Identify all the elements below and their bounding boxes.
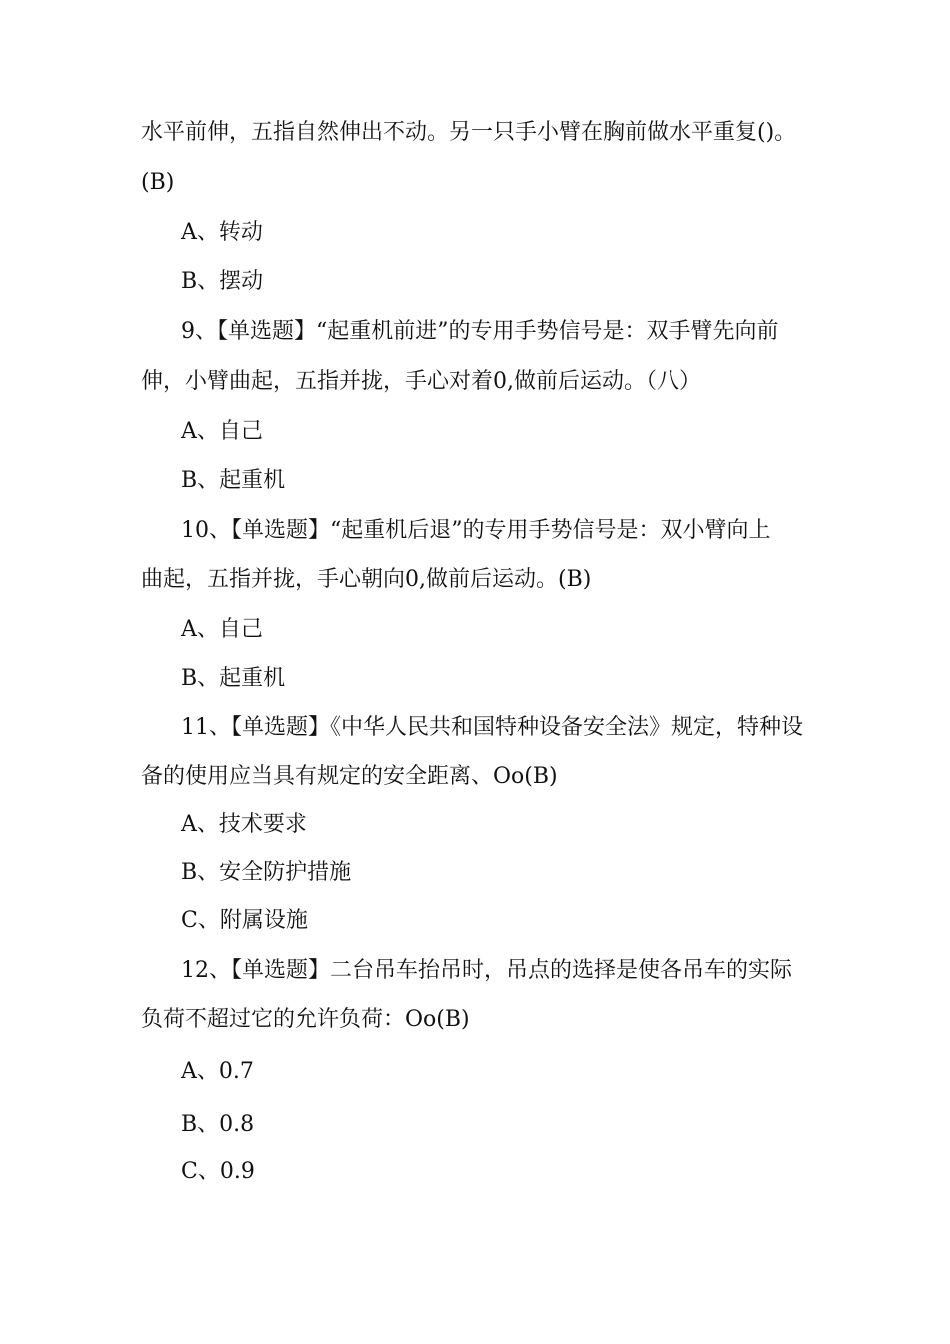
question-12-option-b: B、0.8: [181, 1112, 255, 1137]
question-10-text-line-2: 曲起，五指并拢，手心朝向0,做前后运动。(B): [141, 567, 592, 592]
question-9-text-line-2: 伸，小臂曲起，五指并拢，手心对着0,做前后运动。（八）: [141, 369, 701, 394]
question-11-option-a: A、技术要求: [181, 812, 307, 837]
question-10-option-a: A、自己: [181, 617, 263, 642]
question-10-option-b: B、起重机: [181, 666, 286, 691]
question-9-option-a: A、自己: [181, 419, 263, 444]
question-12-text-line-2: 负荷不超过它的允许负荷：Oo(B): [141, 1007, 470, 1032]
question-10-text-line-1: 10、【单选题】“起重机后退”的专用手势信号是：双小臂向上: [181, 518, 771, 543]
question-8-option-b: B、摆动: [181, 269, 264, 294]
question-11-text-line-2: 备的使用应当具有规定的安全距离、Oo(B): [141, 764, 558, 789]
question-11-option-b: B、安全防护措施: [181, 860, 352, 885]
question-8-option-a: A、转动: [181, 220, 263, 245]
question-12-option-c: C、0.9: [181, 1159, 255, 1184]
question-11-text-line-1: 11、【单选题】《中华人民共和国特种设备安全法》规定，特种设: [181, 715, 803, 740]
question-8-answer: (B): [141, 170, 175, 195]
question-9-text-line-1: 9、【单选题】“起重机前进”的专用手势信号是：双手臂先向前: [181, 319, 779, 344]
question-12-option-a: A、0.7: [181, 1059, 254, 1084]
question-12-text-line-1: 12、【单选题】二台吊车抬吊时，吊点的选择是使各吊车的实际: [181, 958, 792, 983]
question-9-option-b: B、起重机: [181, 468, 286, 493]
question-11-option-c: C、附属设施: [181, 908, 308, 933]
question-8-text-line: 水平前伸，五指自然伸出不动。另一只手小臂在胸前做水平重复()。: [141, 120, 797, 145]
